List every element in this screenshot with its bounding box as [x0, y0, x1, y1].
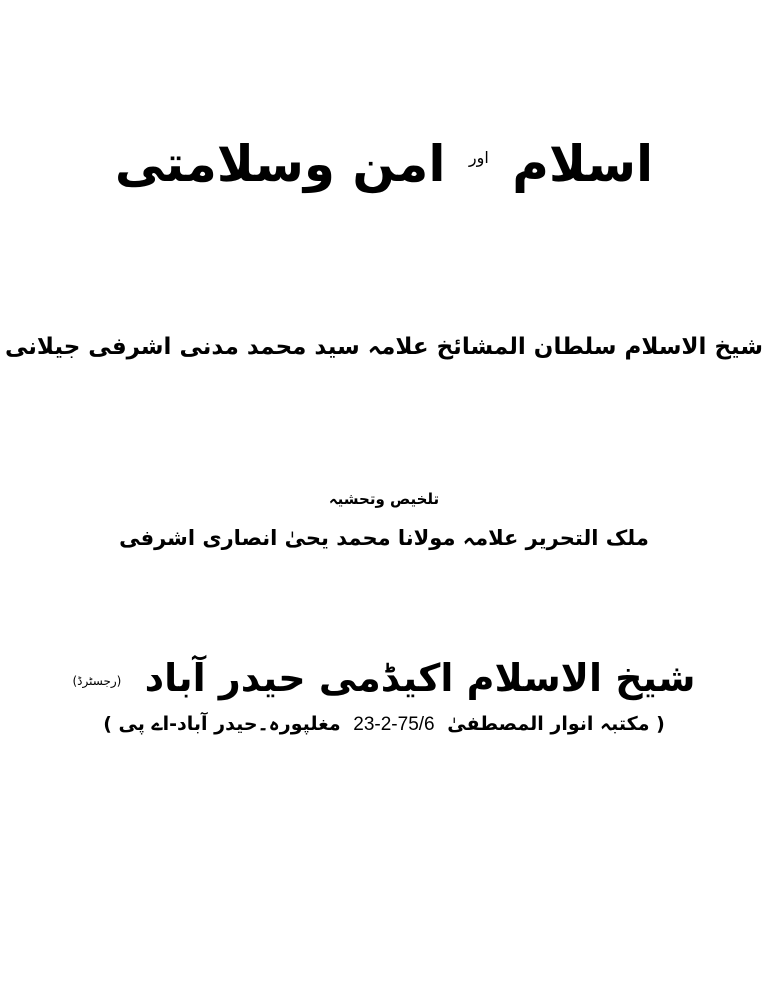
author-line: شیخ الاسلام سلطان المشائخ علامہ سید محمد مدنی اشرفی جیلانی — [4, 334, 764, 360]
address-open-paren: ( — [656, 713, 665, 735]
address-line — [0, 708, 768, 741]
book-title — [0, 118, 768, 204]
registered-mark: (رجسٹرڈ) — [72, 674, 122, 688]
editor-line: ملک التحریر علامہ مولانا محمد یحیٰ انصاری اشرفی — [119, 526, 649, 550]
address-close-paren: ) — [103, 713, 112, 735]
address-suffix: مغلپورہ۔حیدر آباد-اے پی — [118, 713, 341, 735]
title-part-islam: اسلام — [512, 135, 654, 193]
title-conjunction: اور — [468, 148, 489, 167]
address-number: 23-2-75/6 — [353, 714, 435, 735]
summary-label: تلخیص وتحشیہ — [328, 490, 440, 508]
publisher-line — [0, 647, 768, 712]
publisher-name: شیخ الاسلام اکیڈمی حیدر آباد — [144, 656, 696, 700]
address-prefix: مکتبہ انوار المصطفیٰ — [447, 713, 650, 735]
title-part-peace: امن وسلامتی — [114, 135, 446, 193]
